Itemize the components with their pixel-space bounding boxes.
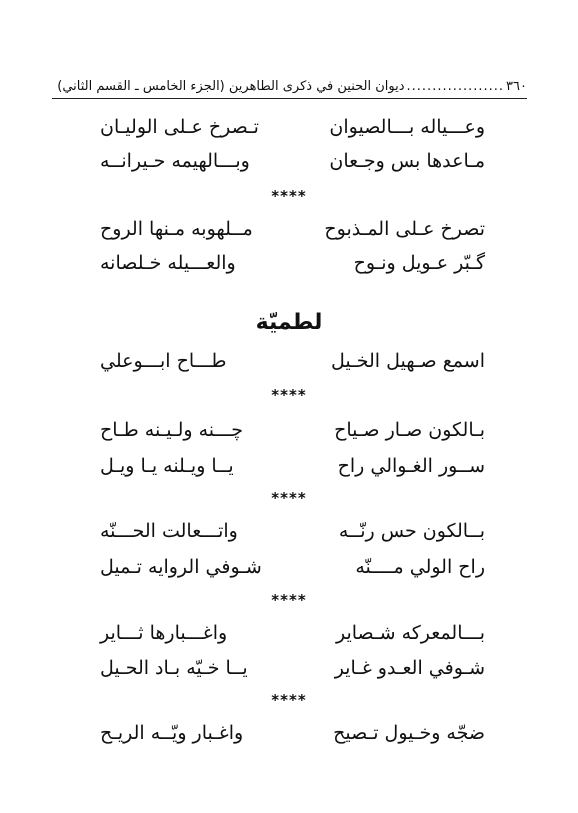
stanza-separator: ****: [271, 386, 307, 404]
hemistich-left: شـوفي الروايه تـميل: [100, 556, 262, 578]
section-heading: لطميّة: [255, 310, 323, 335]
hemistich-left: وبـــالهيمه حـيرانــه: [100, 150, 250, 172]
hemistich-right: ســور الغـوالي راح: [337, 455, 485, 477]
hemistich-right: شـوفي العـدو غـاير: [334, 657, 485, 679]
poem-line: [100, 449, 485, 483]
hemistich-left: چـــنه ولـيـنه طـاح: [100, 419, 243, 441]
hemistich-right: اسمع صـهيل الخـيل: [331, 350, 485, 372]
header-leader-dots: ...................: [406, 79, 505, 94]
poem-line: [100, 651, 485, 685]
poem-line: [100, 110, 485, 144]
hemistich-left: تـصرخ عـلى الوليـان: [100, 116, 259, 138]
hemistich-right: مـاعدها بس وجـعان: [329, 150, 485, 172]
stanza-separator: ****: [271, 691, 307, 709]
hemistich-right: تصرخ عـلى المـذبوح: [324, 218, 485, 240]
hemistich-right: بـالكون صـار صـياح: [334, 419, 485, 441]
stanza-separator: ****: [271, 187, 307, 205]
hemistich-left: والعـــيله خـلصانه: [100, 252, 236, 274]
running-header: [52, 62, 527, 94]
hemistich-right: گـبّر عـويل ونـوح: [353, 252, 485, 274]
hemistich-left: واغـبار ويّــه الريـح: [100, 722, 244, 744]
hemistich-right: راح الولي مــــنّه: [355, 556, 485, 578]
hemistich-left: واتـــعالت الحـــنّه: [100, 520, 238, 542]
page-number: ٣٦٠: [506, 79, 527, 94]
hemistich-left: يــا خـيّه بـاد الحـيل: [100, 657, 248, 679]
stanza-separator: ****: [271, 591, 307, 609]
poem-line: [100, 246, 485, 280]
poem-line: [100, 212, 485, 246]
poem-line: [100, 550, 485, 584]
header-rule: [52, 98, 527, 99]
hemistich-right: بــالكون حس رنّــه: [338, 520, 485, 542]
poem-line: [100, 514, 485, 548]
poem-line: [100, 716, 485, 750]
book-title: ديوان الحنين في ذكرى الطاهرين (الجزء الخامس ـ القسم الثاني): [57, 79, 405, 94]
hemistich-right: ضجّه وخـيول تـصيح: [333, 722, 485, 744]
poem-line: [100, 144, 485, 178]
stanza-separator: ****: [271, 489, 307, 507]
poem-line: [100, 413, 485, 447]
poem-line: [100, 616, 485, 650]
hemistich-right: وعـــياله بـــالصيوان: [329, 116, 485, 138]
poem-line: [100, 344, 485, 378]
hemistich-left: مــلهوبه مـنها الروح: [100, 218, 253, 240]
hemistich-left: طـــاح ابـــوعلي: [100, 350, 227, 372]
hemistich-right: بـــالمعركه شـصاير: [336, 622, 485, 644]
hemistich-left: واغـــبارها ثـــاير: [100, 622, 228, 644]
hemistich-left: يــا ويـلنه يـا ويـل: [100, 455, 234, 477]
